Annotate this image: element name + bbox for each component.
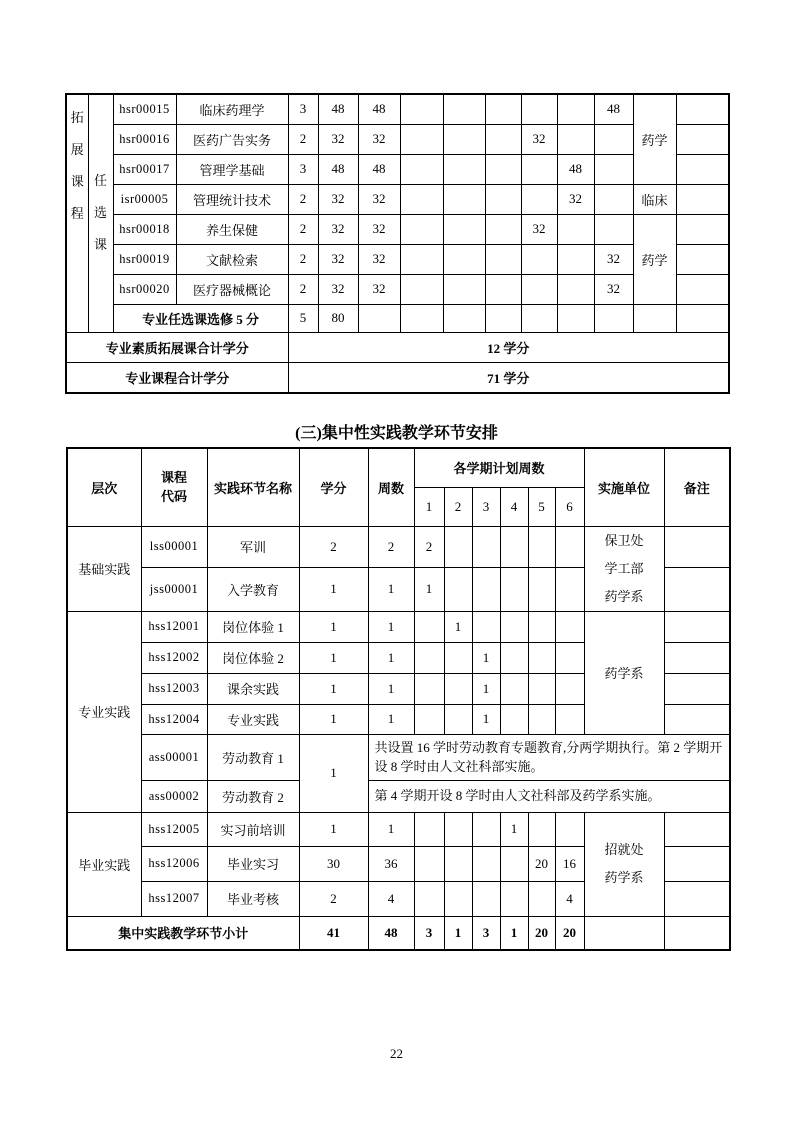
header-unit: 实施单位 [584, 448, 664, 526]
summary-value: 71 学分 [288, 362, 729, 393]
sem4-cell [500, 704, 528, 734]
table-row [66, 274, 729, 304]
sem2-cell [443, 274, 485, 304]
remark-cell [676, 154, 729, 184]
practice-name: 课余实践 [207, 673, 299, 704]
sem2-cell [444, 673, 472, 704]
credits-cell: 2 [288, 274, 318, 304]
hours2-cell: 32 [358, 124, 400, 154]
total-sem2: 1 [444, 916, 472, 950]
table-row [67, 780, 730, 812]
header-remark: 备注 [664, 448, 730, 526]
unit-cell [584, 812, 664, 916]
sem3-cell [485, 274, 521, 304]
weeks-cell: 1 [368, 812, 414, 846]
header-code-line1: 课程 [160, 469, 187, 485]
course-name: 医药广告实务 [176, 124, 288, 154]
weeks-cell: 1 [368, 611, 414, 642]
course-code: hss12002 [141, 642, 207, 673]
sem6-cell [555, 704, 584, 734]
sem3-cell: 1 [472, 704, 500, 734]
sem6-cell: 32 [594, 274, 633, 304]
table-row [66, 214, 729, 244]
sem3-cell [485, 154, 521, 184]
course-code: hss12007 [141, 881, 207, 916]
sem5-cell [528, 568, 555, 611]
remark-cell [664, 568, 730, 611]
practice-teaching-table [66, 447, 731, 951]
weeks-cell: 1 [368, 673, 414, 704]
total-sem5: 20 [528, 916, 555, 950]
hours-cell: 48 [318, 94, 358, 124]
header-credits: 学分 [299, 448, 368, 526]
hours-cell: 32 [318, 244, 358, 274]
remark-cell [664, 846, 730, 881]
sem5-cell: 48 [557, 154, 594, 184]
sem5-cell [557, 214, 594, 244]
hours2-cell: 32 [358, 274, 400, 304]
unit-line: 药学系 [604, 588, 644, 604]
sem1-cell [400, 94, 443, 124]
practice-name: 军训 [207, 526, 299, 568]
header-sem2: 2 [444, 487, 472, 526]
sem2-cell [443, 244, 485, 274]
sem1-cell: 2 [414, 526, 444, 568]
sem6-cell [594, 124, 633, 154]
weeks-cell: 1 [368, 642, 414, 673]
practice-name: 实习前培训 [207, 812, 299, 846]
credits-cell: 1 [299, 611, 368, 642]
sem3-cell [485, 184, 521, 214]
remark-cell [676, 274, 729, 304]
table-row [66, 184, 729, 214]
credits-cell: 1 [299, 642, 368, 673]
sem5-cell [557, 94, 594, 124]
remark-cell [664, 812, 730, 846]
table-row [67, 526, 730, 568]
sem5-cell [557, 124, 594, 154]
remark-cell [676, 244, 729, 274]
empty-cell [633, 304, 676, 332]
sem4-cell [500, 611, 528, 642]
subtotal-label: 专业任选课选修 5 分 [113, 304, 288, 332]
note-cell: 共设置 16 学时劳动教育专题教育,分两学期执行。第 2 学期开设 8 学时由人文社科部实施。 [368, 734, 730, 780]
remark-cell [676, 214, 729, 244]
course-code: hsr00015 [113, 94, 176, 124]
sem6-cell: 48 [594, 94, 633, 124]
credits-cell: 1 [299, 568, 368, 611]
total-label: 集中实践教学环节小计 [67, 916, 299, 950]
remark-cell [664, 881, 730, 916]
sem3-cell [472, 846, 500, 881]
hours-cell: 32 [318, 274, 358, 304]
unit-line: 药学系 [604, 870, 644, 885]
weeks-cell: 1 [368, 704, 414, 734]
course-code: hsr00020 [113, 274, 176, 304]
category-label: 拓展课程 [70, 110, 84, 221]
sem3-cell [472, 611, 500, 642]
sem1-cell [414, 642, 444, 673]
credits-cell: 30 [299, 846, 368, 881]
unit-cell: 临床 [633, 184, 676, 214]
remark-cell [664, 611, 730, 642]
course-code: hss12003 [141, 673, 207, 704]
header-row [67, 448, 730, 487]
sem6-cell [594, 214, 633, 244]
unit-line: 招就处 [604, 842, 644, 857]
course-code: ass00002 [141, 780, 207, 812]
sem4-cell: 32 [521, 214, 557, 244]
hours2-cell: 32 [358, 184, 400, 214]
sem1-cell [400, 214, 443, 244]
sem5-cell: 32 [557, 184, 594, 214]
header-code-line2: 代码 [160, 489, 187, 505]
sem6-cell: 32 [594, 244, 633, 274]
practice-name: 入学教育 [207, 568, 299, 611]
credits-cell: 1 [299, 704, 368, 734]
empty-cell [584, 916, 664, 950]
summary-label: 专业素质拓展课合计学分 [66, 332, 288, 362]
sem2-cell [444, 846, 472, 881]
remark-cell [664, 526, 730, 568]
course-code: hss12004 [141, 704, 207, 734]
sem2-cell [444, 526, 472, 568]
subcategory-label: 任选课 [93, 173, 107, 253]
hours2-cell: 48 [358, 94, 400, 124]
empty-cell [594, 304, 633, 332]
total-credits: 41 [299, 916, 368, 950]
sem3-cell [485, 244, 521, 274]
total-weeks: 48 [368, 916, 414, 950]
sem4-cell [500, 568, 528, 611]
sem2-cell [443, 214, 485, 244]
sem4-cell [521, 244, 557, 274]
credits-cell: 2 [288, 124, 318, 154]
hours-cell: 32 [318, 184, 358, 214]
unit-line: 保卫处 [604, 532, 644, 548]
practice-name: 毕业考核 [207, 881, 299, 916]
remark-cell [664, 704, 730, 734]
sem3-cell [485, 94, 521, 124]
summary-value: 12 学分 [288, 332, 729, 362]
course-name: 管理统计技术 [176, 184, 288, 214]
table-row [67, 812, 730, 846]
weeks-cell: 2 [368, 526, 414, 568]
hours-cell: 48 [318, 154, 358, 184]
course-code: hss12006 [141, 846, 207, 881]
sem6-cell [555, 642, 584, 673]
hours2-cell: 48 [358, 154, 400, 184]
sem5-cell [557, 244, 594, 274]
section-title: (三)集中性实践教学环节安排 [295, 425, 498, 442]
table-row [66, 244, 729, 274]
practice-name: 劳动教育 2 [207, 780, 299, 812]
sem6-cell [555, 812, 584, 846]
sem1-cell [414, 673, 444, 704]
empty-cell [521, 304, 557, 332]
remark-cell [664, 673, 730, 704]
course-code: hss12005 [141, 812, 207, 846]
sem2-cell: 1 [444, 611, 472, 642]
sem3-cell [472, 568, 500, 611]
sem3-cell [472, 526, 500, 568]
empty-cell [664, 916, 730, 950]
hours2-cell: 32 [358, 214, 400, 244]
summary-row [66, 332, 729, 362]
elective-courses-table [65, 93, 730, 394]
sem6-cell: 4 [555, 881, 584, 916]
sem4-cell [521, 154, 557, 184]
course-code: hsr00018 [113, 214, 176, 244]
unit-cell: 药学 [633, 94, 676, 184]
remark-cell [676, 124, 729, 154]
practice-name: 毕业实习 [207, 846, 299, 881]
summary-label: 专业课程合计学分 [66, 362, 288, 393]
sem6-cell [555, 568, 584, 611]
sem3-cell [485, 124, 521, 154]
sem5-cell [557, 274, 594, 304]
sem2-cell [444, 812, 472, 846]
sem2-cell [443, 124, 485, 154]
weeks-cell: 36 [368, 846, 414, 881]
course-code: hsr00019 [113, 244, 176, 274]
sem4-cell [521, 94, 557, 124]
sem6-cell [594, 184, 633, 214]
sem5-cell [528, 642, 555, 673]
credits-cell: 2 [288, 214, 318, 244]
sem4-cell [500, 526, 528, 568]
sem3-cell: 1 [472, 642, 500, 673]
course-name: 养生保健 [176, 214, 288, 244]
sem3-cell [472, 881, 500, 916]
empty-cell [676, 304, 729, 332]
course-code: hsr00016 [113, 124, 176, 154]
sem2-cell [443, 94, 485, 124]
header-code [141, 448, 207, 526]
header-sem5: 5 [528, 487, 555, 526]
subtotal-row [66, 304, 729, 332]
course-name: 管理学基础 [176, 154, 288, 184]
credits-cell: 2 [288, 244, 318, 274]
sem6-cell [555, 611, 584, 642]
note-cell: 第 4 学期开设 8 学时由人文社科部及药学系实施。 [368, 780, 730, 812]
sem6-cell [555, 673, 584, 704]
sem2-cell [444, 881, 472, 916]
practice-name: 岗位体验 1 [207, 611, 299, 642]
sem1-cell [414, 611, 444, 642]
weeks-cell: 1 [368, 568, 414, 611]
unit-line: 学工部 [604, 560, 644, 576]
empty-cell [443, 304, 485, 332]
sem3-cell [472, 812, 500, 846]
hours-cell: 32 [318, 124, 358, 154]
course-name: 文献检索 [176, 244, 288, 274]
header-name: 实践环节名称 [207, 448, 299, 526]
credits-cell: 2 [299, 881, 368, 916]
course-code: hsr00017 [113, 154, 176, 184]
sem3-cell [485, 214, 521, 244]
sem5-cell: 20 [528, 846, 555, 881]
sem5-cell [528, 704, 555, 734]
credits-cell: 2 [288, 184, 318, 214]
table-row [66, 154, 729, 184]
category-cell [66, 94, 88, 332]
sem5-cell [528, 611, 555, 642]
total-sem4: 1 [500, 916, 528, 950]
header-level: 层次 [67, 448, 141, 526]
sem5-cell [528, 812, 555, 846]
header-sem3: 3 [472, 487, 500, 526]
sem4-cell [500, 881, 528, 916]
credits-cell: 2 [299, 526, 368, 568]
sem4-cell: 32 [521, 124, 557, 154]
sem4-cell: 1 [500, 812, 528, 846]
level-cell: 基础实践 [67, 526, 141, 611]
empty-cell [485, 304, 521, 332]
sem1-cell [400, 184, 443, 214]
total-sem6: 20 [555, 916, 584, 950]
weeks-cell: 4 [368, 881, 414, 916]
credits-cell: 1 [299, 673, 368, 704]
sem1-cell [400, 154, 443, 184]
page-number: 22 [390, 1046, 403, 1061]
credits-cell: 3 [288, 94, 318, 124]
sem5-cell [528, 881, 555, 916]
table-row [66, 94, 729, 124]
level-cell: 专业实践 [67, 611, 141, 812]
hours-cell: 32 [318, 214, 358, 244]
sem2-cell [444, 642, 472, 673]
sem1-cell [400, 274, 443, 304]
sem2-cell [444, 568, 472, 611]
remark-cell [664, 642, 730, 673]
header-sem-group: 各学期计划周数 [414, 448, 584, 487]
credits-cell: 1 [299, 734, 368, 812]
sem2-cell [443, 154, 485, 184]
header-sem6: 6 [555, 487, 584, 526]
credits-cell: 1 [299, 812, 368, 846]
credits-cell: 3 [288, 154, 318, 184]
summary-row [66, 362, 729, 393]
course-code: jss00001 [141, 568, 207, 611]
hours2-cell: 32 [358, 244, 400, 274]
total-sem1: 3 [414, 916, 444, 950]
sem1-cell: 1 [414, 568, 444, 611]
header-weeks: 周数 [368, 448, 414, 526]
subtotal-hours: 80 [318, 304, 358, 332]
sem6-cell [594, 154, 633, 184]
course-name: 医疗器械概论 [176, 274, 288, 304]
sem1-cell [414, 881, 444, 916]
header-sem4: 4 [500, 487, 528, 526]
sem4-cell [500, 642, 528, 673]
practice-name: 岗位体验 2 [207, 642, 299, 673]
unit-cell [584, 526, 664, 611]
sem2-cell [443, 184, 485, 214]
sem3-cell: 1 [472, 673, 500, 704]
sem5-cell [528, 673, 555, 704]
remark-cell [676, 94, 729, 124]
empty-cell [358, 304, 400, 332]
total-sem3: 3 [472, 916, 500, 950]
course-code: lss00001 [141, 526, 207, 568]
sem1-cell [400, 244, 443, 274]
practice-name: 专业实践 [207, 704, 299, 734]
sem6-cell [555, 526, 584, 568]
unit-cell: 药学 [633, 214, 676, 304]
course-code: ass00001 [141, 734, 207, 780]
unit-cell: 药学系 [584, 611, 664, 734]
course-code: hss12001 [141, 611, 207, 642]
sem2-cell [444, 704, 472, 734]
course-code: isr00005 [113, 184, 176, 214]
sem6-cell: 16 [555, 846, 584, 881]
practice-name: 劳动教育 1 [207, 734, 299, 780]
empty-cell [400, 304, 443, 332]
subtotal-credits: 5 [288, 304, 318, 332]
course-name: 临床药理学 [176, 94, 288, 124]
total-row [67, 916, 730, 950]
sem4-cell [500, 673, 528, 704]
sem1-cell [400, 124, 443, 154]
sem1-cell [414, 846, 444, 881]
header-sem1: 1 [414, 487, 444, 526]
level-cell: 毕业实践 [67, 812, 141, 916]
sem1-cell [414, 704, 444, 734]
remark-cell [676, 184, 729, 214]
subcategory-cell [88, 94, 113, 332]
sem1-cell [414, 812, 444, 846]
sem4-cell [521, 274, 557, 304]
sem4-cell [500, 846, 528, 881]
sem5-cell [528, 526, 555, 568]
sem4-cell [521, 184, 557, 214]
table-row [67, 734, 730, 780]
table-row [66, 124, 729, 154]
empty-cell [557, 304, 594, 332]
table-row [67, 611, 730, 642]
